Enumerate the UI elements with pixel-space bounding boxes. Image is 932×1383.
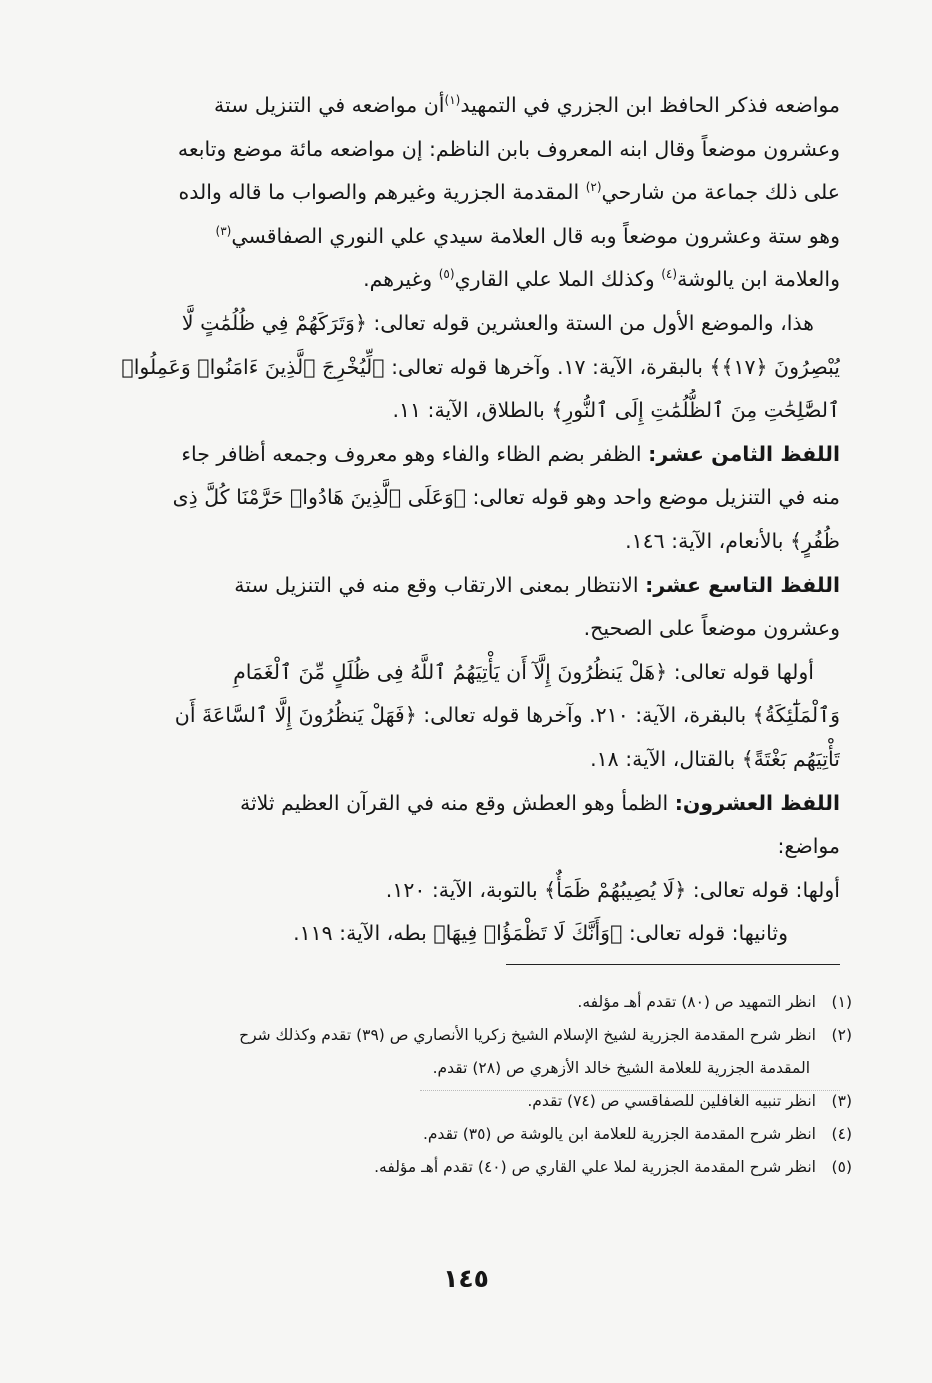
text-line: وعشرون موضعاً وقال ابنه المعروف بابن الناظم: إن مواضعه مائة موضع وتابعه [177, 136, 840, 161]
footnote: (٤)انظر شرح المقدمة الجزرية للعلامة ابن يالوشة ص (٣٥) تقدم. [422, 1125, 852, 1143]
main-text [96, 84, 840, 956]
footnote: (١)انظر التمهيد ص (٨٠) تقدم أهـ مؤلفه. [577, 993, 852, 1011]
text-line: مواضع: [777, 834, 840, 859]
section-heading: اللفظ التاسع عشر: [645, 572, 840, 597]
text-line: وَٱلْمَلَٰٓئِكَةُ﴾ بالبقرة، الآية: ٢١٠. وآخرها قوله تعالى: ﴿فَهَلْ يَنظُرُونَ إِلَّا ٱلسَّاعَةَ أَن [174, 703, 840, 728]
section-heading: اللفظ العشرون: [674, 790, 840, 815]
footnote: (٥)انظر شرح المقدمة الجزرية لملا علي القاري ص (٤٠) تقدم أهـ مؤلفه. [374, 1158, 852, 1176]
text-line: اللفظ العشرون: الظمأ وهو العطش وقع منه في القرآن العظيم ثلاثة [239, 790, 840, 815]
footnote-ref: (٤) [661, 267, 678, 282]
footnote-ref: (٣) [215, 223, 232, 238]
footnote: (٢)انظر شرح المقدمة الجزرية لشيخ الإسلام الشيخ زكريا الأنصاري ص (٣٩) تقدم وكذلك شرح [239, 1026, 852, 1044]
text-line: منه في التنزيل موضع واحد وهو قوله تعالى: ﴿وَعَلَى ٱلَّذِينَ هَادُوا۟ حَرَّمْنَا كُلَّ ذِى [172, 485, 840, 510]
text-line: ٱلصَّٰلِحَٰتِ مِنَ ٱلظُّلُمَٰتِ إِلَى ٱلنُّورِ﴾ بالطلاق، الآية: ١١. [392, 398, 840, 423]
footnote-ref: (٥) [438, 267, 455, 282]
text-line: تَأْتِيَهُم بَغْتَةً﴾ بالقتال، الآية: ١٨. [590, 746, 840, 771]
footnote-ref: (١) [444, 93, 461, 108]
footnotes [96, 986, 852, 1184]
text-line: وهو ستة وعشرون موضعاً وبه قال العلامة سيدي علي النوري الصفاقسي$^{(٣)}$ [215, 223, 840, 248]
text-line: يُبْصِرُونَ ﴿١٧﴾﴾ بالبقرة، الآية: ١٧. وآخرها قوله تعالى: ﴿لِّيُخْرِجَ ٱلَّذِينَ ءَامَنُوا۟ وَعَمِلُوا۟ [121, 354, 840, 379]
footnote-separator [506, 964, 840, 965]
text-line: هذا، والموضع الأول من الستة والعشرين قوله تعالى: ﴿وَتَرَكَهُمْ فِي ظُلُمَٰتٍ لَّا [181, 310, 814, 335]
footnote-ref: (٢) [585, 180, 602, 195]
text-line: والعلامة ابن يالوشة$^{(٤)}$ وكذلك الملا علي القاري$^{(٥)}$ وغيرهم. [363, 267, 840, 292]
text-line: اللفظ التاسع عشر: الانتظار بمعنى الارتقاب وقع منه في التنزيل ستة [234, 572, 840, 597]
text-line: على ذلك جماعة من شارحي$^{(٢)}$ المقدمة الجزرية وغيرهم والصواب ما قاله والده [178, 180, 840, 205]
footnote: المقدمة الجزرية للعلامة الشيخ خالد الأزهري ص (٢٨) تقدم. [432, 1059, 810, 1077]
text-line: أولها قوله تعالى: ﴿هَلْ يَنظُرُونَ إِلَّآ أَن يَأْتِيَهُمُ ٱللَّهُ فِى ظُلَلٍ مِّنَ ٱلْغَمَامِ [233, 659, 814, 684]
footnote: (٣)انظر تنبيه الغافلين للصفاقسي ص (٧٤) تقدم. [527, 1092, 852, 1110]
text-line: مواضعه فذكر الحافظ ابن الجزري في التمهيد$^{(١)}$أن مواضعه في التنزيل ستة [214, 93, 840, 117]
text-line: وثانيها: قوله تعالى: ﴿وَأَنَّكَ لَا تَظْمَؤُا۟ فِيهَا﴾ بطه، الآية: ١١٩. [293, 921, 788, 946]
text-line: اللفظ الثامن عشر: الظفر بضم الظاء والفاء وهو معروف وجمعه أظافر جاء [181, 441, 840, 466]
page-number: ١٤٥ [443, 1264, 489, 1293]
text-line: أولها: قوله تعالى: ﴿لَا يُصِيبُهُمْ ظَمَأٌ﴾ بالتوبة، الآية: ١٢٠. [385, 877, 840, 902]
section-heading: اللفظ الثامن عشر: [648, 441, 840, 466]
text-line: ظُفُرٍ﴾ بالأنعام، الآية: ١٤٦. [625, 528, 840, 553]
text-line: وعشرون موضعاً على الصحيح. [583, 616, 840, 641]
